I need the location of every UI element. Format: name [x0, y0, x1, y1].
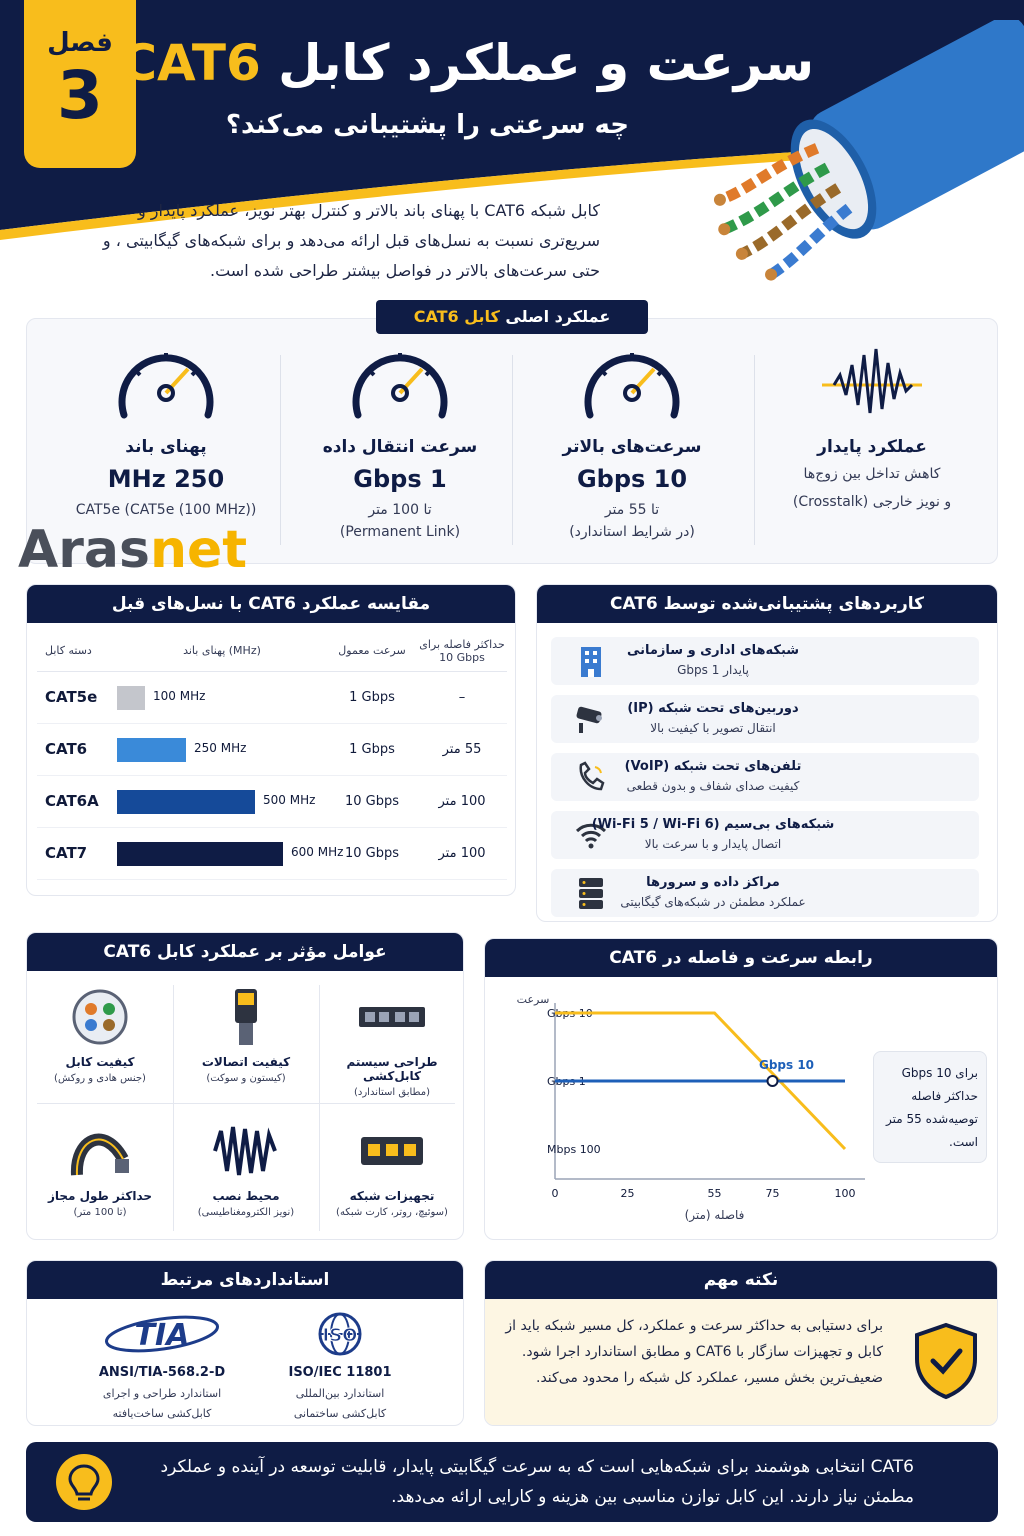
page-subtitle: چه سرعتی را پشتیبانی می‌کند؟ — [225, 110, 629, 140]
tia-logo-text: TIA — [134, 1318, 190, 1353]
chart-note: برای 10 Gbps حداکثر فاصله توصیه‌شده 55 متر است. — [873, 1051, 987, 1163]
app-sub: اتصال پایدار و با سرعت بالا — [644, 837, 782, 851]
iso-logo-icon — [310, 1311, 370, 1357]
header-bandwidth: پهنای باند (MHz) — [117, 631, 327, 671]
y-tick-label: 1 Gbps — [547, 1075, 586, 1088]
perf-value: 1 Gbps — [353, 465, 447, 493]
app-title: شبکه‌های بی‌سیم (Wi-Fi 5 / Wi-Fi 6) — [591, 817, 835, 832]
note-title: نکته مهم — [485, 1261, 997, 1299]
header-max-distance: حداکثر فاصله برای 10 Gbps — [417, 631, 507, 671]
app-sub: انتقال تصویر با کیفیت بالا — [650, 721, 776, 735]
cell-distance: 100 متر — [417, 775, 507, 827]
main-performance-label-text: عملکرد اصلی — [505, 307, 611, 326]
perf-value: 10 Gbps — [576, 465, 688, 493]
factor-sub: (سوئیچ، روتر، کارت شبکه) — [336, 1207, 448, 1218]
arasnet-watermark-logo — [18, 520, 247, 580]
bandwidth-label: 250 MHz — [194, 740, 247, 755]
perf-title: عملکرد پایدار — [817, 437, 927, 457]
factor-item — [27, 1119, 173, 1240]
perf-value: 250 MHz — [107, 465, 225, 493]
x-tick-label: 0 — [551, 1187, 559, 1200]
cell-bandwidth — [117, 671, 327, 723]
speed-distance-chart-card — [484, 938, 998, 1240]
cell-speed: 1 Gbps — [327, 723, 417, 775]
perf-note: (در شرایط استاندارد) — [569, 524, 695, 540]
standard-desc: کابل‌کشی ساختمانی — [293, 1407, 387, 1420]
note-card — [484, 1260, 998, 1426]
note-body — [485, 1299, 998, 1426]
intersection-point — [768, 1076, 778, 1086]
watermark-part-1: Aras — [18, 520, 150, 580]
cell-cable: CAT6 — [37, 723, 117, 775]
standard-item — [67, 1311, 257, 1424]
cell-cable: CAT6A — [37, 775, 117, 827]
factor-title: کیفیت کابل — [65, 1055, 135, 1069]
standards-title: استانداردهای مرتبط — [27, 1261, 463, 1299]
app-sub: پایدار 1 Gbps — [677, 663, 749, 677]
standard-name: ISO/IEC 11801 — [288, 1365, 392, 1380]
x-axis-label: فاصله (متر) — [684, 1208, 745, 1222]
cell-cable: CAT7 — [37, 827, 117, 879]
y-tick-label: 100 Mbps — [547, 1143, 601, 1156]
list-item — [551, 695, 979, 743]
footer-text: CAT6 انتخابی هوشمند برای شبکه‌هایی است که به سرعت گیگابیتی پایدار، قابلیت توسعه در آینده و عملکرد مطمئن نیاز دارند. این کابل توازن مناسبی بین هزینه و کارایی ارائه می‌دهد. — [160, 1457, 914, 1507]
table-row — [37, 723, 507, 775]
main-performance-label — [376, 300, 648, 334]
standards-card — [26, 1260, 464, 1426]
interference-icon — [211, 1119, 281, 1183]
divider — [754, 355, 755, 545]
chart-annotation: 10 Gbps — [758, 1058, 815, 1072]
x-tick-label: 25 — [620, 1187, 635, 1200]
page-title-text: سرعت و عملکرد کابل — [278, 34, 814, 92]
tia-logo-icon — [102, 1311, 222, 1357]
factor-item — [27, 985, 173, 1115]
cable-cross-section-icon — [65, 985, 135, 1049]
cell-speed: 10 Gbps — [327, 827, 417, 879]
patch-panel-icon — [357, 985, 427, 1049]
cell-cable: CAT5e — [37, 671, 117, 723]
app-title: مراکز داده و سرورها — [646, 875, 780, 890]
cell-bandwidth — [117, 723, 327, 775]
bandwidth-bar — [117, 686, 145, 710]
applications-title: کاربردهای پشتیبانی‌شده توسط CAT6 — [537, 585, 997, 623]
footer-banner — [26, 1442, 998, 1522]
comparison-title: مقایسه عملکرد CAT6 با نسل‌های قبل — [27, 585, 515, 623]
table-row — [37, 827, 507, 879]
wave-icon — [820, 339, 924, 423]
lightbulb-icon — [54, 1452, 114, 1512]
app-title: دوربین‌های تحت شبکه (IP) — [627, 701, 799, 716]
perf-note: تا 55 متر — [604, 502, 660, 518]
chapter-badge — [24, 0, 136, 168]
factor-title: حداکثر طول مجاز — [47, 1189, 153, 1203]
switch-icon — [357, 1119, 427, 1183]
factors-card — [26, 932, 464, 1240]
perf-note: (Permanent Link) — [339, 524, 461, 540]
cell-distance: 100 متر — [417, 827, 507, 879]
perf-note: کاهش تداخل بین زوج‌ها — [803, 466, 941, 482]
perf-note: و نویز خارجی (Crosstalk) — [792, 494, 952, 510]
gauge-icon — [580, 339, 684, 423]
factor-title: تجهیزات شبکه — [349, 1189, 435, 1203]
cable-illustration — [680, 20, 1024, 310]
rj45-connector-icon — [211, 985, 281, 1049]
chart-title: رابطه سرعت و فاصله در CAT6 — [485, 939, 997, 977]
app-title: شبکه‌های اداری و سازمانی — [626, 643, 800, 658]
header-speed: سرعت معمول — [327, 631, 417, 671]
cell-speed: 1 Gbps — [327, 671, 417, 723]
gauge-icon — [114, 339, 218, 423]
list-item — [551, 753, 979, 801]
table-header-row — [37, 631, 507, 671]
main-performance-label-highlight: کابل CAT6 — [413, 307, 500, 326]
gauge-icon — [348, 339, 452, 423]
cell-distance: 55 متر — [417, 723, 507, 775]
x-tick-label: 55 — [707, 1187, 722, 1200]
factor-sub: (جنس هادی و روکش) — [54, 1073, 146, 1084]
factor-title: طراحی سیستم کابل‌کشی — [346, 1055, 438, 1083]
x-tick-label: 100 — [834, 1187, 856, 1200]
factor-item — [319, 1119, 464, 1240]
cable-coil-icon — [65, 1119, 135, 1183]
factor-sub: (کیستون و سوکت) — [206, 1073, 286, 1084]
cell-bandwidth — [117, 775, 327, 827]
standard-desc: کابل‌کشی ساخت‌یافته — [112, 1407, 212, 1420]
perf-note: تا 100 متر — [368, 502, 432, 518]
y-tick-label: 10 Gbps — [547, 1007, 593, 1020]
cell-speed: 10 Gbps — [327, 775, 417, 827]
comparison-card — [26, 584, 516, 896]
app-sub: عملکرد مطمئن در شبکه‌های گیگابیتی — [620, 895, 806, 909]
standard-item — [245, 1311, 435, 1424]
perf-note: (CAT5e (CAT5e (100 MHz) — [75, 502, 257, 518]
bandwidth-label: 100 MHz — [153, 688, 206, 703]
bandwidth-bar — [117, 842, 283, 866]
factor-item — [173, 985, 319, 1115]
factors-title: عوامل مؤثر بر عملکرد کابل CAT6 — [27, 933, 463, 971]
cell-distance: – — [417, 671, 507, 723]
note-text: برای دستیابی به حداکثر سرعت و عملکرد، کل مسیر شبکه باید از کابل و تجهیزات سازگار با CAT6 و مطابق استاندارد اجرا شود. ضعیف‌ترین بخش مسیر، عملکرد کل شبکه را محدود می‌کند. — [505, 1318, 883, 1386]
app-title: تلفن‌های تحت شبکه (VoIP) — [624, 759, 802, 774]
cell-bandwidth — [117, 827, 344, 879]
page-title-highlight: CAT6 — [120, 34, 261, 92]
perf-item-stable — [757, 339, 987, 559]
standard-desc: استاندارد بین‌المللی — [295, 1387, 385, 1400]
factor-sub: (مطابق استاندارد) — [353, 1087, 431, 1098]
list-item — [551, 811, 979, 859]
list-item — [551, 637, 979, 685]
list-item — [551, 869, 979, 917]
y-axis-label: سرعت — [516, 993, 550, 1006]
header-cable: دسته کابل — [37, 631, 117, 671]
iso-logo-text: ISO — [322, 1325, 358, 1346]
factor-item — [173, 1119, 319, 1240]
intro-paragraph: کابل شبکه CAT6 با پهنای باند بالاتر و کنترل بهتر نویز، عملکرد پایدار و سریع‌تری نسبت به نسل‌های قبل ارائه می‌دهد و برای شبکه‌های گیگابیتی ، و حتی سرعت‌های بالاتر در فواصل بیشتر طراحی شده است. — [102, 201, 600, 280]
applications-card — [536, 584, 998, 922]
factor-title: محیط نصب — [212, 1189, 280, 1203]
comparison-table — [37, 631, 507, 880]
perf-title: سرعت‌های بالاتر — [562, 437, 702, 457]
bandwidth-label: 600 MHz — [291, 844, 344, 859]
factor-title: کیفیت اتصالات — [201, 1055, 291, 1069]
standard-name: ANSI/TIA-568.2-D — [98, 1365, 226, 1380]
perf-item-data-speed — [285, 339, 515, 559]
factor-item — [319, 985, 464, 1115]
perf-title: سرعت انتقال داده — [322, 437, 478, 457]
bandwidth-bar — [117, 790, 255, 814]
perf-title: پهنای باند — [125, 437, 207, 457]
chapter-number: 3 — [57, 57, 103, 134]
watermark-part-2: net — [149, 520, 248, 580]
factor-sub: (تا 100 متر) — [73, 1207, 127, 1218]
table-row — [37, 775, 507, 827]
x-tick-label: 75 — [765, 1187, 780, 1200]
chapter-label: فصل — [47, 28, 113, 58]
app-sub: کیفیت صدای شفاف و بدون قطعی — [626, 779, 800, 793]
standard-desc: استاندارد طراحی و اجرای — [102, 1387, 222, 1400]
bandwidth-label: 500 MHz — [263, 792, 316, 807]
perf-item-higher-speeds — [517, 339, 747, 559]
shield-check-icon — [913, 1321, 979, 1401]
table-row — [37, 671, 507, 723]
bandwidth-bar — [117, 738, 186, 762]
factor-sub: (نویز الکترومغناطیسی) — [197, 1207, 295, 1218]
